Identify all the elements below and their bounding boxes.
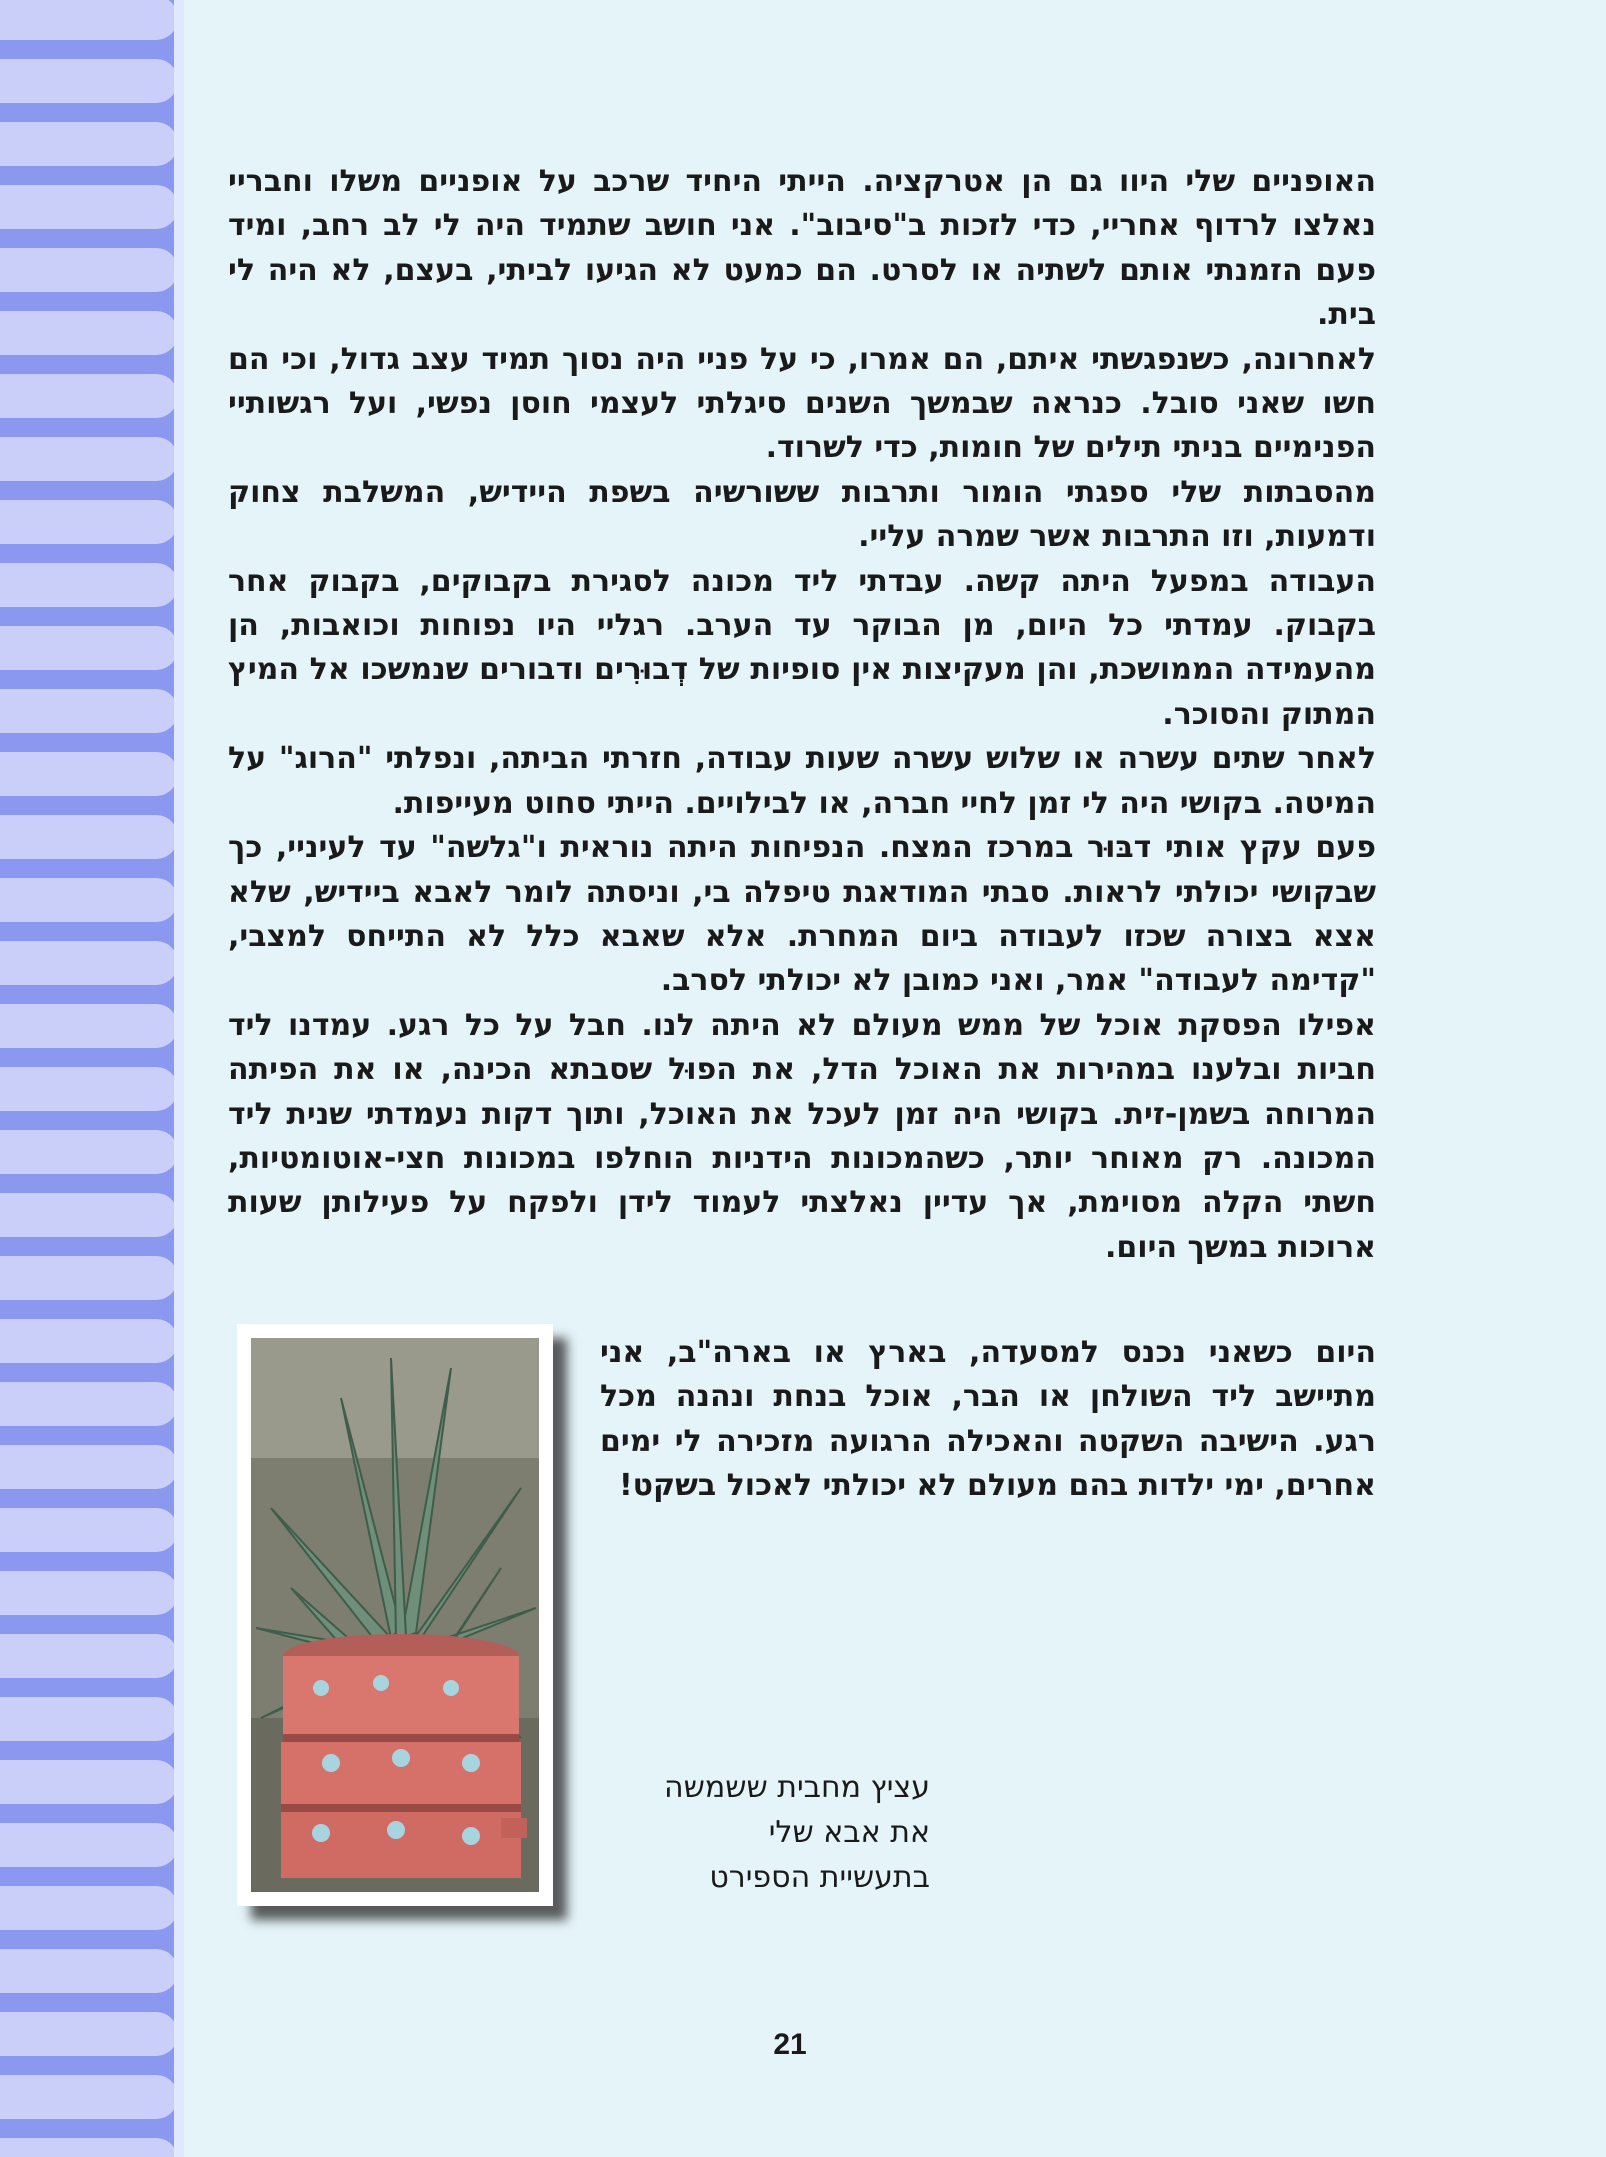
strip-tab <box>0 1886 178 1930</box>
strip-tab <box>0 1571 178 1615</box>
strip-tab <box>0 59 178 103</box>
caption-line: עציץ מחבית ששמשה <box>663 1770 930 1805</box>
strip-tab <box>0 122 178 166</box>
caption-line: בתעשיית הספירט <box>709 1860 930 1895</box>
strip-tab <box>0 2012 178 2056</box>
strip-tab <box>0 374 178 418</box>
strip-tab <box>0 500 178 544</box>
strip-edge <box>174 0 184 2157</box>
strip-tab <box>0 815 178 859</box>
photo-frame <box>237 1324 553 1906</box>
strip-tab <box>0 1130 178 1174</box>
strip-tab <box>0 1634 178 1678</box>
strip-tab <box>0 2138 178 2157</box>
strip-tab <box>0 311 178 355</box>
strip-tab <box>0 1193 178 1237</box>
strip-tab <box>0 1382 178 1426</box>
photo-caption <box>560 1765 930 1900</box>
body-text <box>228 160 1376 1270</box>
caption-line: את אבא שלי <box>768 1815 930 1850</box>
paragraph: אפילו הפסקת אוכל של ממש מעולם לא היתה לנו. חבל על כל רגע. עמדנו ליד חביות ובלענו במהירות את האוכל הדל, את הפוּל שסבתא הכינה, או את הפיתה המרוחה בשמן-זית. בקושי היה זמן לעכל את האוכל, ותוך דקות נעמדתי שנית ליד המכונה. רק מאוחר יותר, כשהמכונות הידניות הוחלפו במכונות חצי-אוטומטיות, חשתי הקלה מסוימת, אך עדיין נאלצתי לעמוד לידן ולפקח על פעילותן שעות ארוכות במשך היום. <box>228 1007 1376 1265</box>
plant-pot-image <box>251 1338 539 1892</box>
strip-tab <box>0 0 178 40</box>
strip-tab <box>0 1445 178 1489</box>
paragraph: העבודה במפעל היתה קשה. עבדתי ליד מכונה לסגירת בקבוקים, בקבוק אחר בקבוק. עמדתי כל היום, מן הבוקר עד הערב. רגליי היו נפוחות וכואבות, הן מהעמידה הממושכת, והן מעקיצות אין סופיות של דְבוּרִים ודבורים שנמשכו אל המיץ המתוק והסוכר. <box>228 563 1376 732</box>
closing-paragraph: היום כשאני נכנס למסעדה, בארץ או בארה"ב, אני מתיישב ליד השולחן או הבר, אוכל בנחת ונהנה מכל רגע. הישיבה השקטה והאכילה הרגועה מזכירה לי ימים אחרים, ימי ילדות בהם מעולם לא יכולתי לאכול בשקט! <box>600 1335 1376 1504</box>
strip-tab <box>0 1697 178 1741</box>
strip-tab <box>0 626 178 670</box>
strip-tab <box>0 1256 178 1300</box>
strip-tab <box>0 1949 178 1993</box>
strip-tab <box>0 248 178 292</box>
paragraph: פעם עקץ אותי דבּוּר במרכז המצח. הנפיחות היתה נוראית ו"גלשה" עד לעיניי, כך שבקושי יכולתי לראות. סבתי המודאגת טיפלה בי, וניסתה לומר לאבא ביידיש, שלא אצא בצורה שכזו לעבודה ביום המחרת. אלא שאבא כלל לא התייחס למצבי, "קדימה לעבודה" אמר, ואני כמובן לא יכולתי לסרב. <box>228 830 1376 999</box>
strip-tab <box>0 1760 178 1804</box>
strip-tab <box>0 1319 178 1363</box>
strip-tab <box>0 941 178 985</box>
strip-tab <box>0 2075 178 2119</box>
strip-tab <box>0 752 178 796</box>
strip-tab <box>0 1823 178 1867</box>
page-number: 21 <box>773 2028 807 2061</box>
strip-tab <box>0 689 178 733</box>
strip-tab <box>0 437 178 481</box>
paragraph: האופניים שלי היוו גם הן אטרקציה. הייתי היחיד שרכב על אופניים משלו וחבריי נאלצו לרדוף אחריי, כדי לזכות ב"סיבוב". אני חושב שתמיד היה לי לב רחב, ומיד פעם הזמנתי אותם לשתיה או לסרט. הם כמעט לא הגיעו לביתי, בעצם, לא היה לי בית. <box>228 164 1376 333</box>
paragraph: לאחר שתים עשרה או שלוש עשרה שעות עבודה, חזרתי הביתה, ונפלתי "הרוג" על המיטה. בקושי היה לי זמן לחיי חברה, או לבילויים. הייתי סחוט מעייפות. <box>228 741 1376 821</box>
strip-tab <box>0 878 178 922</box>
strip-tab <box>0 563 178 607</box>
strip-tab <box>0 1004 178 1048</box>
strip-tab <box>0 1067 178 1111</box>
strip-tab <box>0 185 178 229</box>
strip-tab <box>0 1508 178 1552</box>
paragraph: לאחרונה, כשנפגשתי איתם, הם אמרו, כי על פניי היה נסוך תמיד עצב גדול, וכי הם חשו שאני סובל. כנראה שבמשך השנים סיגלתי לעצמי חוסן נפשי, ועל רגשותיי הפנימיים בניתי תילים של חומות, כדי לשרוד. <box>228 341 1376 466</box>
plant-pot-photo <box>251 1338 539 1892</box>
decorative-side-strip <box>0 0 178 2157</box>
paragraph: מהסבתות שלי ספגתי הומור ותרבות ששורשיה בשפת היידיש, המשלבת צחוק ודמעות, וזו התרבות אשר שמרה עליי. <box>228 474 1376 555</box>
